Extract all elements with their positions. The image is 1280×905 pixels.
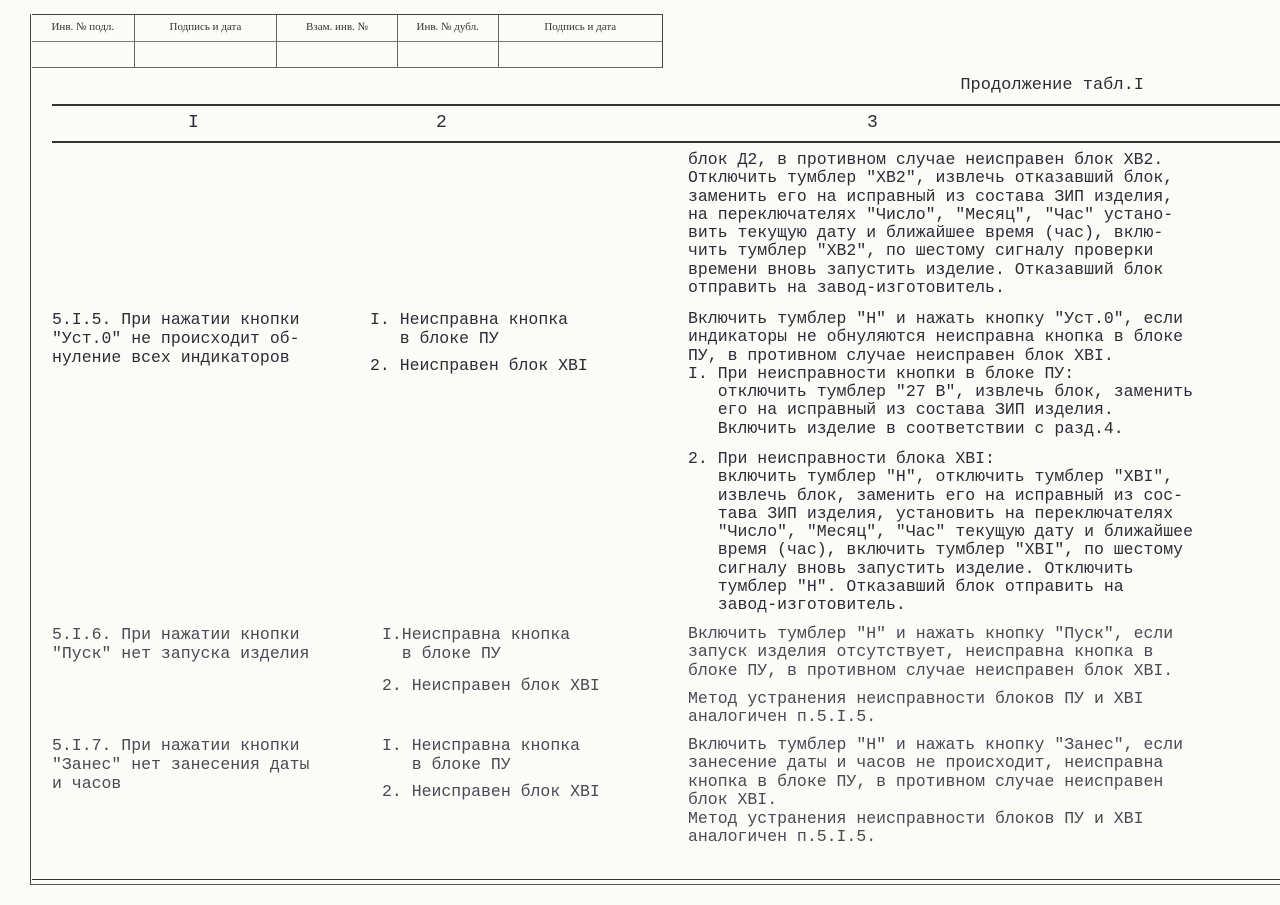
stamp-cell-inv-dubl: Инв. № дубл. [398,15,499,67]
stamp-cell-signature-date-2: Подпись и дата [499,15,662,67]
row-continuation-col3: блок Д2, в противном случае неисправен блок ХВ2. Отключить тумблер "ХВ2", извлечь отказавший блок, заменить его на исправный из состава ЗИП изделия, на переключателях "Число", "Месяц", "Час" устано- вить текущую дату и ближайшее время (час), вклю- чить тумблер "ХВ2", по шестому сигналу проверки времени вновь запустить изделие. Отказавший блок отправить на завод-изготовитель. [688,150,1174,298]
row-5-1-6-col2-cause1: I.Неисправна кнопка в блоке ПУ [382,625,571,663]
column-number-3: 3 [867,113,878,133]
row-5-1-6-col2-cause2: 2. Неисправен блок ХВI [382,676,600,695]
table-top-rule [52,104,1280,106]
row-5-1-7-col3-method2: Метод устранения неисправности блоков ПУ и ХВI аналогичен п.5.I.5. [688,809,1144,847]
column-number-1: I [188,113,199,133]
row-5-1-5-col3-method2: 2. При неисправности блока ХВI: включить тумблер "Н", отключить тумблер "ХВI", извлечь блок, заменить его на исправный из сос- тава ЗИП изделия, установить на переключателях "Число", "Месяц", "Час" текущую дату и ближайшее время (час), включить тумблер "ХВI", по шестому сигналу вновь запустить изделие. Отключить тумблер "Н". Отказавший блок отправить на завод-изготовитель. [688,449,1193,615]
stamp-cell-signature-date-1: Подпись и дата [135,15,278,67]
stamp-cell-vzam-inv: Взам. инв. № [277,15,398,67]
continuation-label: Продолжение табл.I [960,76,1144,95]
row-5-1-5-col2-cause1: I. Неисправна кнопка в блоке ПУ [370,310,569,348]
row-5-1-6-col1: 5.I.6. При нажатии кнопки "Пуск" нет запуска изделия [52,625,310,663]
header-bottom-rule [52,141,1280,143]
stamp-table [32,14,663,68]
row-5-1-7-col2-cause1: I. Неисправна кнопка в блоке ПУ [382,736,581,774]
row-5-1-7-col3-method1: Включить тумблер "Н" и нажать кнопку "Занес", если занесение даты и часов не происходит, неисправна кнопка в блоке ПУ, в противном случае неисправен блок ХВI. [688,735,1184,809]
table-bottom-rule [32,879,1280,880]
row-5-1-7-col1: 5.I.7. При нажатии кнопки "Занес" нет занесения даты и часов [52,736,310,793]
row-5-1-5-col3-method1: Включить тумблер "Н" и нажать кнопку "Уст.0", если индикаторы не обнуляются неисправна кнопка в блоке ПУ, в противном случае неисправен блок ХВI. I. При неисправности кнопки в блоке ПУ: отключить тумблер "27 В", извлечь блок, заменить его на исправный из состава ЗИП изделия. Включить изделие в соответствии с разд.4. [688,309,1193,438]
row-5-1-5-col1: 5.I.5. При нажатии кнопки "Уст.0" не происходит об- нуление всех индикаторов [52,310,300,367]
row-5-1-6-col3-method2: Метод устранения неисправности блоков ПУ и ХВI аналогичен п.5.I.5. [688,689,1144,727]
stamp-cell-inv-podl: Инв. № подл. [32,15,135,67]
row-5-1-6-col3-method1: Включить тумблер "Н" и нажать кнопку "Пуск", если запуск изделия отсутствует, неисправна кнопка в блоке ПУ, в противном случае неисправен блок ХВI. [688,624,1174,680]
column-number-2: 2 [436,113,447,133]
row-5-1-7-col2-cause2: 2. Неисправен блок ХВI [382,782,600,801]
row-5-1-5-col2-cause2: 2. Неисправен блок ХВI [370,356,588,375]
